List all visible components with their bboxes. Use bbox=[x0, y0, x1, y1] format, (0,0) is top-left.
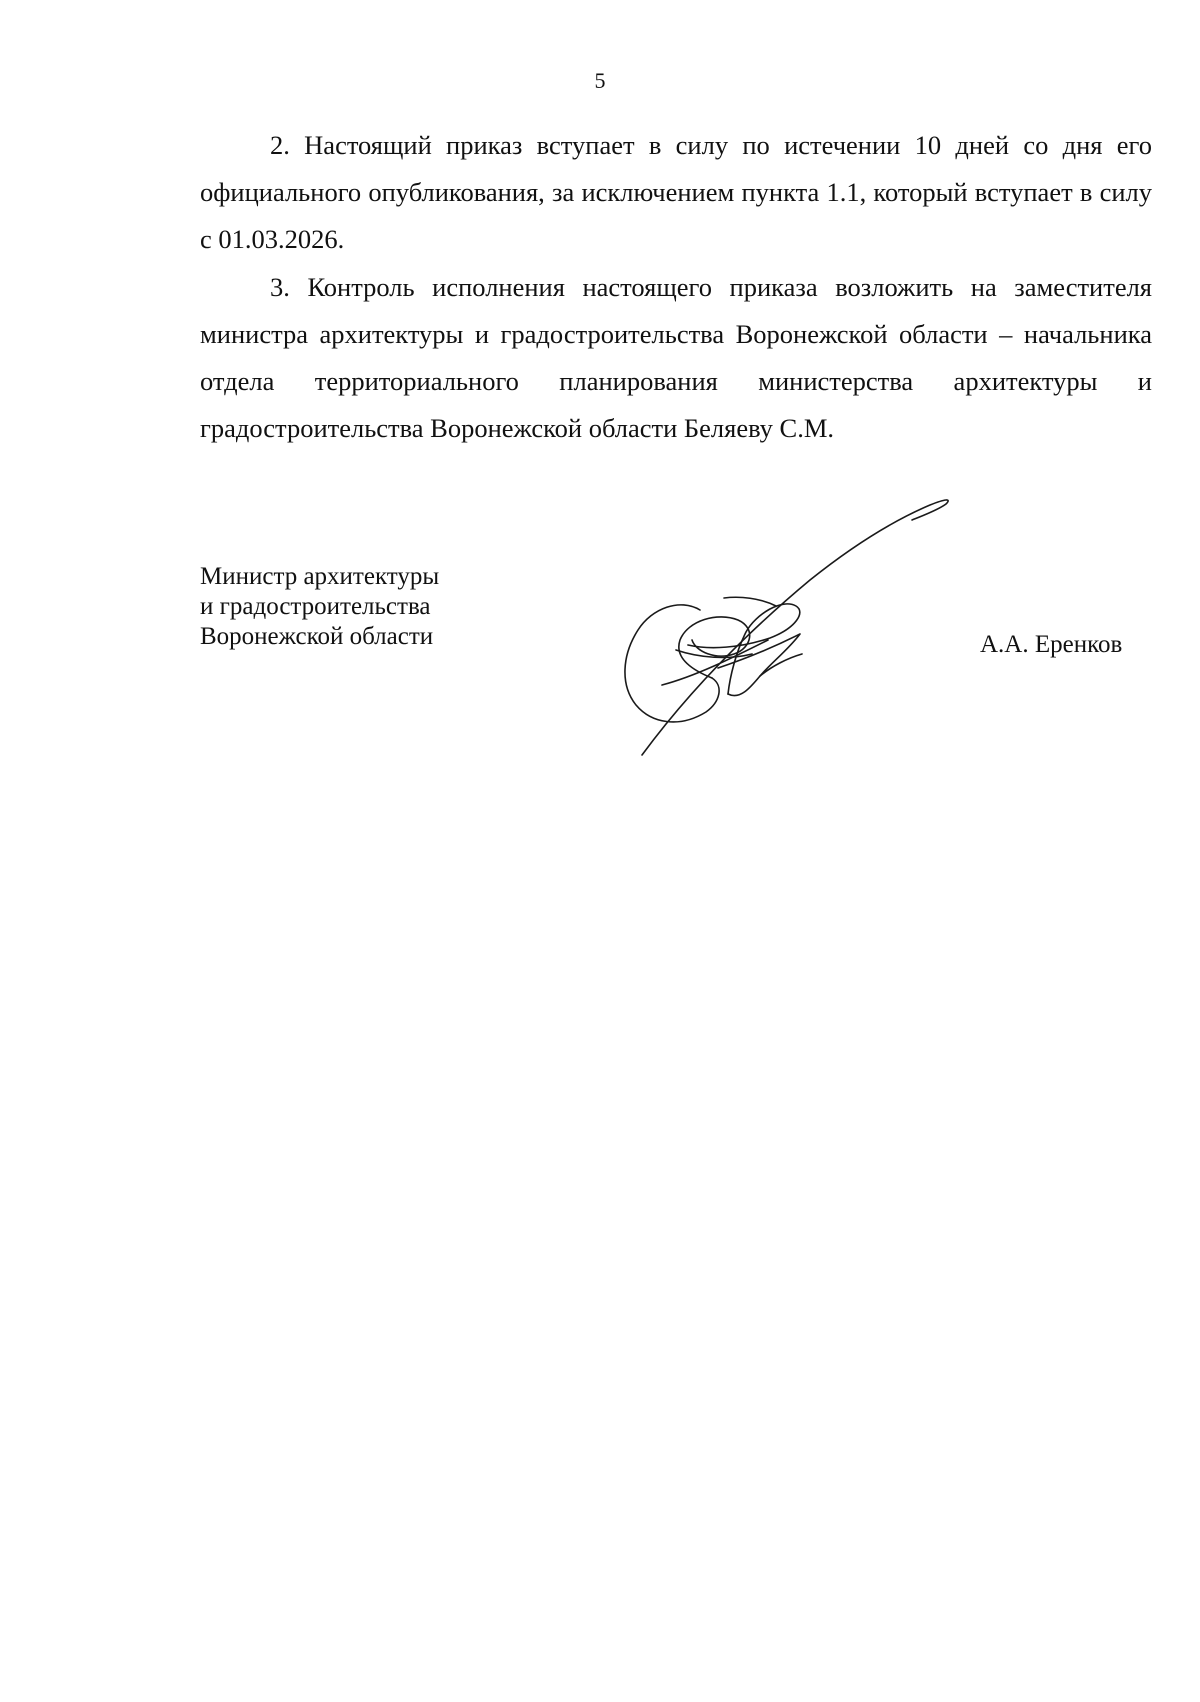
position-line: Министр архитектуры bbox=[200, 563, 440, 590]
position-line: Воронежской области bbox=[200, 623, 434, 650]
position-line: и градостроительства bbox=[200, 593, 431, 620]
paragraph-3: 3. Контроль исполнения настоящего приказа возложить на заместителя министра архитектуры и градостроительства Воронежской области – начальника отдела территориального планирования министерства архитектуры и градостроительства Воронежской области Беляеву С.М. bbox=[200, 272, 1152, 443]
signer-position bbox=[200, 562, 439, 652]
paragraph-2: 2. Настоящий приказ вступает в силу по истечении 10 дней со дня его официального опубликования, за исключением пункта 1.1, который вступает в силу с 01.03.2026. bbox=[200, 130, 1152, 254]
signature-block bbox=[0, 0, 1200, 800]
signer-name: А.А. Еренков bbox=[980, 631, 1123, 658]
page-number: 5 bbox=[594, 68, 606, 93]
handwritten-signature bbox=[600, 480, 1020, 780]
